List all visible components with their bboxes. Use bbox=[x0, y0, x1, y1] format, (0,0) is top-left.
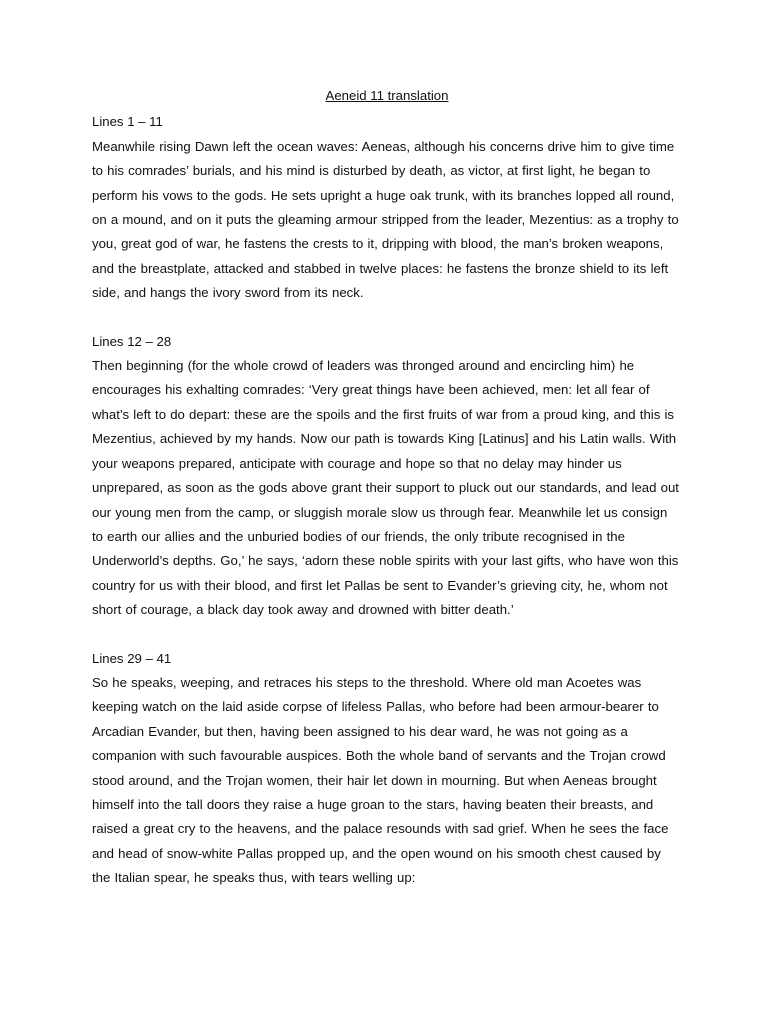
section-heading: Lines 29 – 41 bbox=[92, 650, 172, 666]
section-text: So he speaks, weeping, and retraces his steps to the threshold. Where old man Acoetes was keeping watch on the laid aside corpse of lifeless Pallas, who before had been armour-bearer to Arcadian Evander, but then, having been assigned to his dear ward, he was not going as a companion with such favourable auspices. Both the whole band of servants and the Trojan crowd stood around, and the Trojan women, their hair let down in mourning. But when Aeneas brought himself into the tall doors they raise a huge groan to the stars, having beaten their breasts, and raised a great cry to the heavens, and the palace resounds with sad grief. When he sees the face and head of snow-white Pallas propped up, and the open wound on his smooth chest caused by the Italian spear, he speaks thus, with tears welling up: bbox=[92, 674, 669, 886]
section-lines-12-28 bbox=[92, 330, 682, 623]
section-text: Then beginning (for the whole crowd of leaders was thronged around and encircling him) he encourages his exhalting comrades: ‘Very great things have been achieved, men: let all fear of what’s left to do depart: these are the spoils and the first fruits of war from a proud king, and this is Mezentius, achieved by my hands. Now our path is towards King [Latinus] and his Latin walls. With your weapons prepared, anticipate with courage and hope so that no delay may hinder us unprepared, as soon as the gods above grant their support to pluck out our standards, and lead out our young men from the camp, or sluggish morale slow us through fear. Meanwhile let us consign to earth our allies and the unburied bodies of our friends, the only tribute recognised in the Underworld’s depths. Go,’ he says, ‘adorn these noble spirits with your last gifts, who have won this country for us with their blood, and first let Pallas be sent to Evander’s grieving city, he, whom not short of courage, a black day took away and drowned with bitter death.’ bbox=[92, 358, 679, 618]
section-lines-1-11 bbox=[92, 110, 682, 305]
document-title: Aeneid 11 translation bbox=[325, 88, 449, 103]
section-heading: Lines 12 – 28 bbox=[92, 333, 172, 349]
section-heading: Lines 1 – 11 bbox=[92, 114, 163, 130]
section-text: Meanwhile rising Dawn left the ocean waves: Aeneas, although his concerns drive him to give time to his comrades’ burials, and his mind is disturbed by death, as victor, at first light, he began to perform his vows to the gods. He sets upright a huge oak trunk, with its branches lopped all round, on a mound, and on it puts the gleaming armour stripped from the leader, Mezentius: as a trophy to you, great god of war, he fastens the crests to it, dripping with blood, the man’s broken weapons, and the breastplate, attacked and stabbed in twelve places: he fastens the bronze shield to its left side, and hangs the ivory sword from its neck. bbox=[92, 138, 679, 301]
section-lines-29-41 bbox=[92, 647, 682, 891]
document-content bbox=[92, 84, 682, 915]
